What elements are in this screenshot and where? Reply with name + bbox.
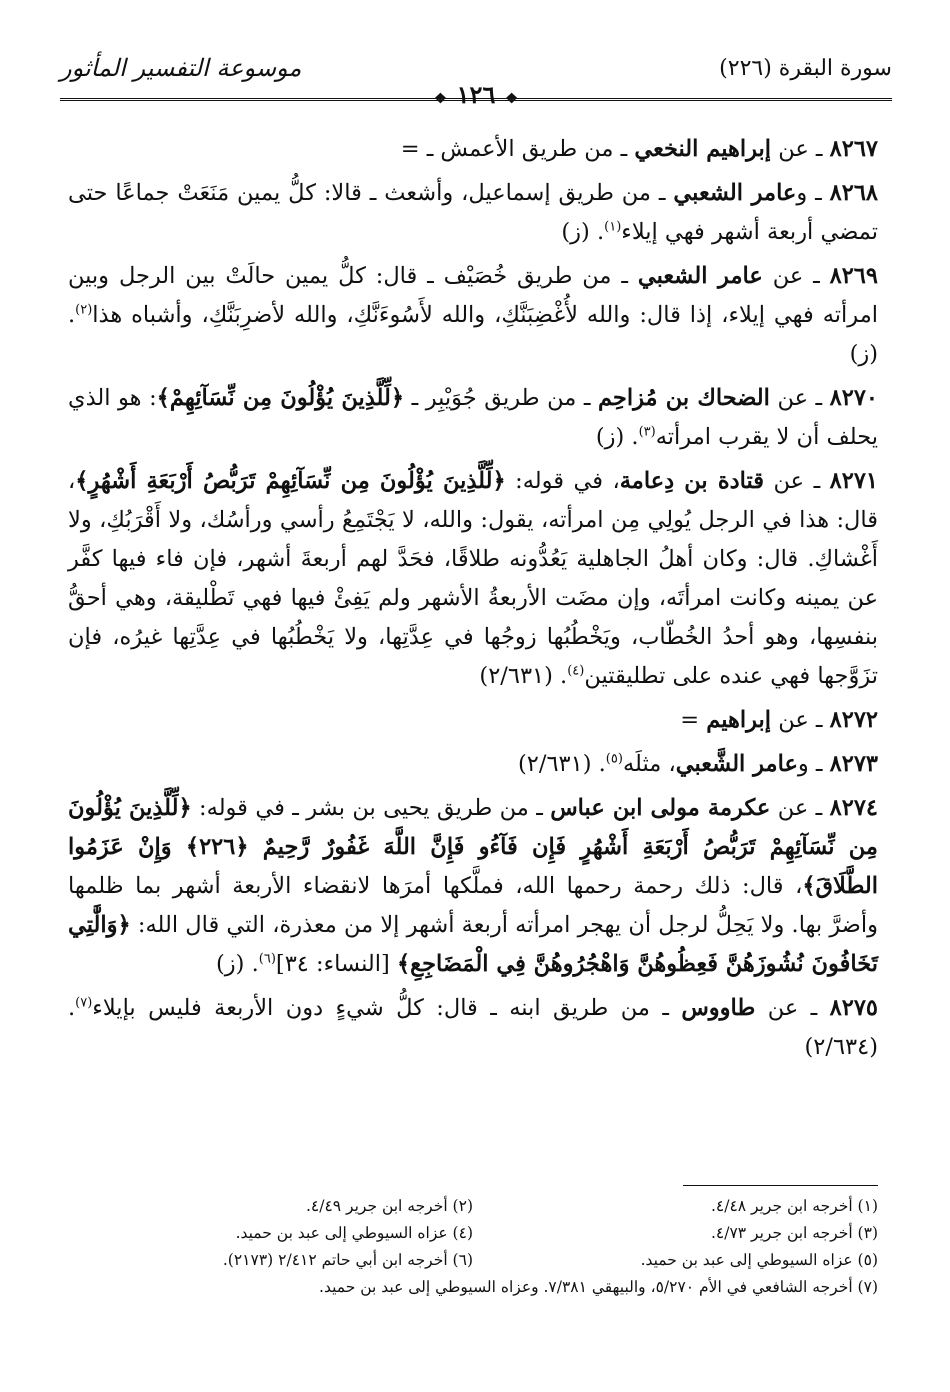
narration-entry bbox=[68, 257, 878, 374]
entry-number: ٨٢٧٢ bbox=[829, 707, 878, 733]
footnote: (٢) أخرجه ابن جرير ٤/٤٩. bbox=[305, 1197, 473, 1215]
entry-text: ـ من طريق جُوَيْبِر ـ bbox=[404, 385, 598, 411]
narrator-name: عامر الشعبي bbox=[637, 263, 763, 289]
narration-entry bbox=[68, 130, 878, 169]
narration-entry bbox=[68, 989, 878, 1067]
narration-entry bbox=[68, 745, 878, 784]
source-ref: . (ز) bbox=[595, 424, 639, 450]
narrator-name: إبراهيم bbox=[706, 707, 772, 733]
footnote: (٦) أخرجه ابن أبي حاتم ٢/٤١٢ (٢١٧٣). bbox=[222, 1251, 473, 1269]
entry-text: ـ من طريق يحيى بن بشر ـ في قوله: bbox=[191, 795, 551, 821]
verse-citation: [النساء: ٣٤] bbox=[275, 951, 397, 977]
narrator-name: الضحاك بن مُزاحِم bbox=[597, 385, 770, 411]
entry-text: ـ من طريق إسماعيل، وأشعث ـ قالا: كلُّ يمين مَنَعَتْ جماعًا حتى تمضي أربعة أشهر فهي إيلاء bbox=[68, 180, 878, 245]
entry-connector: ـ و bbox=[797, 751, 830, 777]
header-rule bbox=[60, 98, 892, 101]
page-header bbox=[60, 52, 892, 109]
narrator-name: عامر الشَّعبي bbox=[675, 751, 798, 777]
entry-text: = bbox=[680, 707, 707, 733]
entry-number: ٨٢٦٧ bbox=[829, 136, 878, 162]
narration-entry bbox=[68, 789, 878, 984]
footnote-marker: (٥) bbox=[605, 751, 623, 767]
footnote: (٧) أخرجه الشافعي في الأم ٥/٢٧٠، والبيهقي ٧/٣٨١. وعزاه السيوطي إلى عبد بن حميد. bbox=[319, 1278, 878, 1296]
entry-text: ـ من طريق الأعمش ـ = bbox=[400, 136, 635, 162]
book-title: موسوعة التفسير المأثور bbox=[60, 54, 302, 82]
footnote-marker: (٣) bbox=[638, 424, 656, 440]
footnote-marker: (٤) bbox=[567, 663, 585, 679]
footnote-marker: (٢) bbox=[75, 302, 93, 318]
footnote: (٤) عزاه السيوطي إلى عبد بن حميد. bbox=[235, 1224, 473, 1242]
footnote-row bbox=[68, 1193, 878, 1220]
footnote-row bbox=[68, 1247, 878, 1274]
entry-number: ٨٢٦٩ bbox=[829, 263, 878, 289]
quran-verse: ﴿لِّلَّذِينَ يُؤْلُونَ مِن نِّسَآئِهِمْ تَرَبُّصُ أَرْبَعَةِ أَشْهُرٍ فَإِن فَآءُو فَإِنَّ اللَّهَ غَفُورٌ رَّحِيمٌ ﴿٢٢٦﴾ وَإِنْ عَزَمُوا الطَّلَاقَ﴾ bbox=[68, 795, 878, 899]
footnote: (١) أخرجه ابن جرير ٤/٤٨. bbox=[710, 1197, 878, 1215]
quran-verse: ﴿لِّلَّذِينَ يُؤْلُونَ مِن نِّسَآئِهِمْ﴾ bbox=[156, 385, 405, 411]
entry-connector: ـ و bbox=[796, 180, 830, 206]
entry-number: ٨٢٧٥ bbox=[829, 995, 879, 1021]
narrator-name: طاووس bbox=[681, 995, 756, 1021]
source-ref: . (٢/٦٣٤) bbox=[68, 995, 878, 1060]
entry-text: ـ من طريق خُصَيْف ـ قال: كلُّ يمين حالَتْ بين الرجل وبين امرأته فهي إيلاء، إذا قال: والله لأُغْضِبَنَّكِ، والله لأَسُوءَنَّكِ، والله لأضرِبَنَّكِ، وأشباه هذا bbox=[68, 263, 878, 328]
page-number: ١٢٦ bbox=[456, 80, 496, 109]
narrator-name: عكرمة مولى ابن عباس bbox=[550, 795, 771, 821]
page-number-line bbox=[60, 80, 892, 109]
entry-connector: ـ عن bbox=[771, 136, 830, 162]
entry-number: ٨٢٧٠ bbox=[829, 385, 879, 411]
entry-text: ـ من طريق ابنه ـ قال: كلُّ شيءٍ دون الأربعة فليس بإيلاء bbox=[92, 995, 682, 1021]
entry-text: ، قال: هذا في الرجل يُولِي مِن امرأته، يقول: والله، لا يَجْتَمِعُ رأسي ورأسُك، ولا أَقْرَبُكِ، ولا أَغْشاكِ. قال: وكان أهلُ الجاهلية يَعُدُّونه طلاقًا، فحَدَّ لهم أربعةَ أشهر، فإن فاء فيها كفَّر عن يمينه وكانت امرأتَه، وإن مضَت الأربعةُ الأشهر ولم يَفِئْ فيها فهي تَطْليقة، وهي أحقُّ بنفسِها، وهو أحدُ الخُطّاب، ويَخْطُبُها زوجُها في عِدَّتِها، ولا يَخْطُبُها في عِدَّتِها غيرُه، فإن تزَوَّجها فهي عنده على تطليقتين bbox=[68, 468, 878, 689]
quran-verse: ﴿وَالَّٰتِي تَخَافُونَ نُشُوزَهُنَّ فَعِظُوهُنَّ وَاهْجُرُوهُنَّ فِي الْمَضَاجِعِ﴾ bbox=[68, 912, 878, 977]
footnote-marker: (٧) bbox=[75, 995, 93, 1011]
narration-entry bbox=[68, 462, 878, 696]
entry-text: ، مثلَه bbox=[622, 751, 676, 777]
ornament-icon: ❖ bbox=[434, 91, 447, 107]
entry-number: ٨٢٦٨ bbox=[829, 180, 878, 206]
entry-connector: ـ عن bbox=[762, 263, 830, 289]
quran-verse: ﴿لِّلَّذِينَ يُؤْلُونَ مِن نِّسَآئِهِمْ تَرَبُّصُ أَرْبَعَةِ أَشْهُرٍ﴾ bbox=[75, 468, 506, 494]
narrator-name: قتادة بن دِعامة bbox=[619, 468, 765, 494]
main-text bbox=[68, 130, 878, 1072]
ornament-icon: ❖ bbox=[505, 91, 518, 107]
entry-number: ٨٢٧٤ bbox=[829, 795, 878, 821]
entry-connector: ـ عن bbox=[771, 707, 830, 733]
source-ref: . (ز) bbox=[216, 951, 259, 977]
footnote-row bbox=[68, 1220, 878, 1247]
surah-title: سورة البقرة (٢٢٦) bbox=[719, 56, 892, 81]
entry-number: ٨٢٧١ bbox=[829, 468, 878, 494]
source-ref: . (ز) bbox=[68, 302, 878, 367]
entry-number: ٨٢٧٣ bbox=[829, 751, 878, 777]
entry-connector: ـ عن bbox=[769, 385, 830, 411]
entry-text: : هو الذي يحلف أن لا يقرب امرأته bbox=[68, 385, 878, 450]
source-ref: . (ز) bbox=[561, 219, 605, 245]
footnote-marker: (١) bbox=[604, 219, 622, 235]
footnote-marker: (٦) bbox=[258, 951, 276, 967]
narration-entry bbox=[68, 701, 878, 740]
narration-entry bbox=[68, 379, 878, 457]
entry-connector: ـ عن bbox=[770, 795, 830, 821]
narration-entry bbox=[68, 174, 878, 252]
entry-text: ، قال: ذلك رحمة رحمها الله، فملَّكها أمرَها لانقضاء الأربعة أشهر بما ظلمها وأضرَّ بها. ولا يَحِلُّ لرجل أن يهجر امرأته أربعة أشهر إلا من معذرة، التي قال الله: bbox=[68, 873, 878, 938]
footnote: (٣) أخرجه ابن جرير ٤/٧٣. bbox=[710, 1224, 878, 1242]
footnotes bbox=[68, 1193, 878, 1301]
entry-connector: ـ عن bbox=[764, 468, 830, 494]
source-ref: . (٢/٦٣١) bbox=[479, 663, 568, 689]
narrator-name: عامر الشعبي bbox=[673, 180, 797, 206]
footnote-rule bbox=[683, 1185, 878, 1186]
source-ref: . (٢/٦٣١) bbox=[518, 751, 606, 777]
entry-text: ، في قوله: bbox=[505, 468, 620, 494]
narrator-name: إبراهيم النخعي bbox=[634, 136, 772, 162]
entry-connector: ـ عن bbox=[755, 995, 830, 1021]
footnote: (٥) عزاه السيوطي إلى عبد بن حميد. bbox=[640, 1251, 878, 1269]
